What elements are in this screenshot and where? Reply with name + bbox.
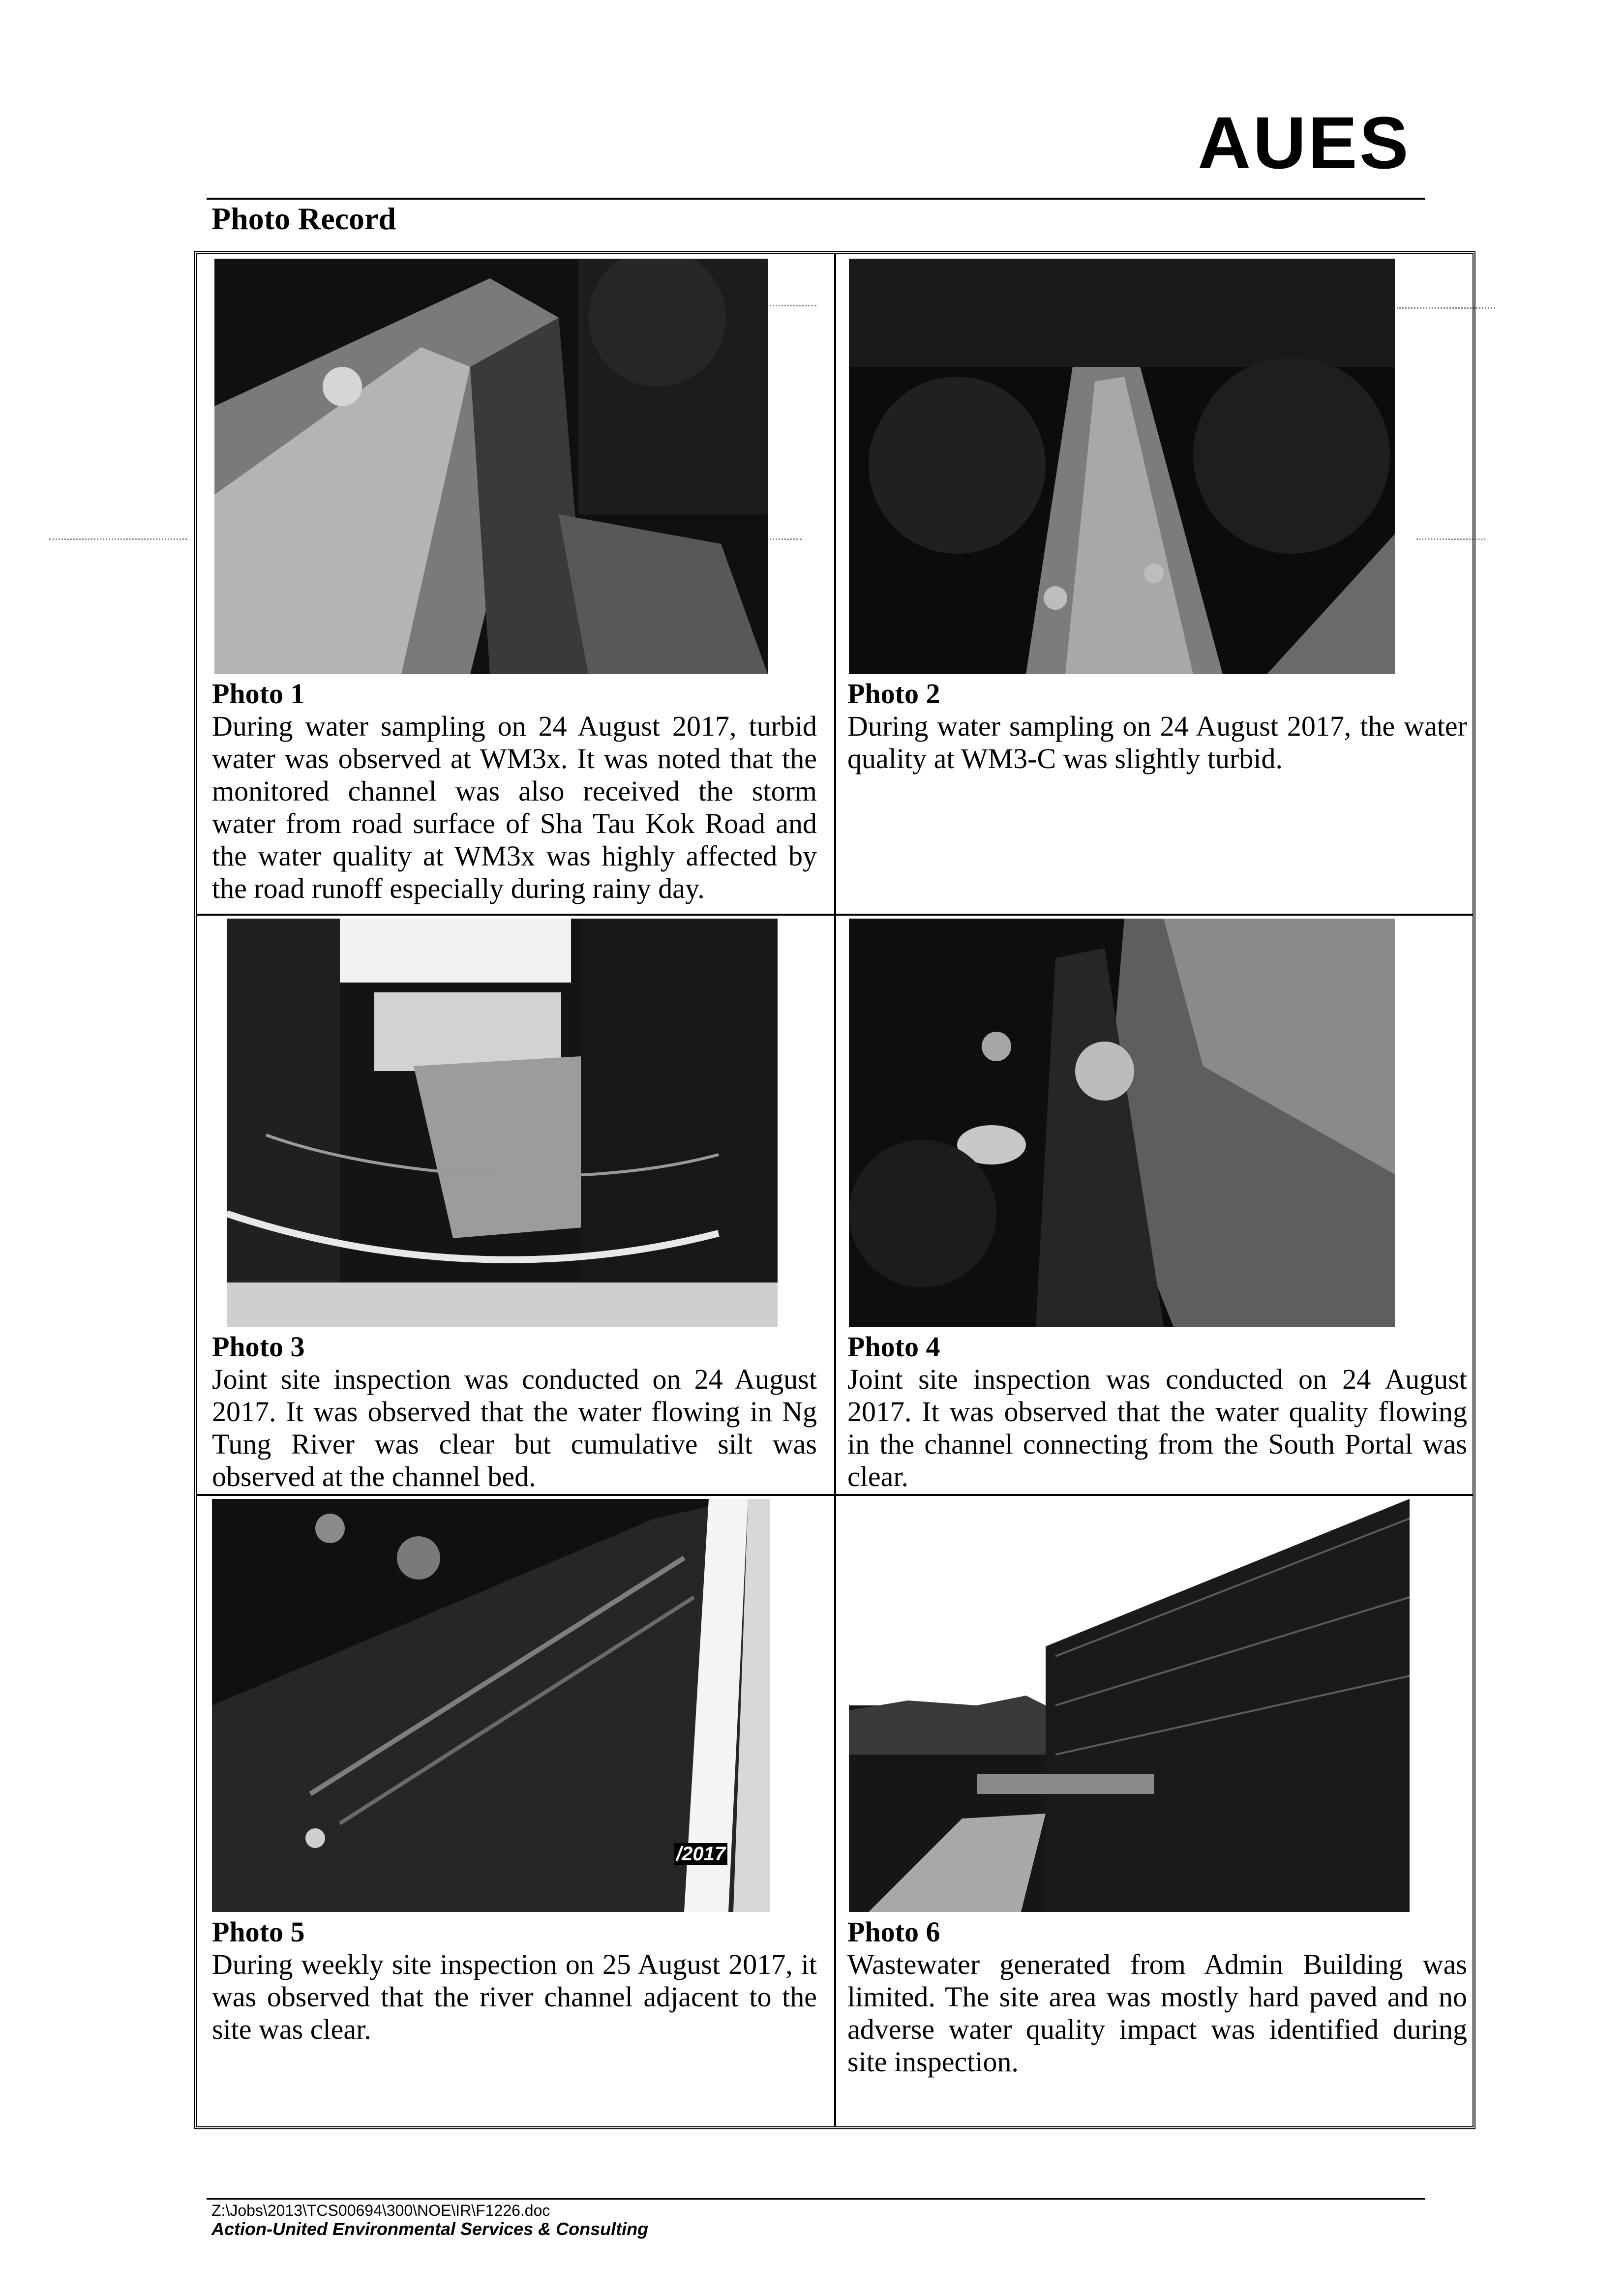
photo-3-caption: [212, 1331, 817, 1493]
photo-2-title: Photo 2: [847, 678, 940, 710]
photo-5-title: Photo 5: [212, 1916, 305, 1948]
photo-4-caption: [847, 1331, 1467, 1493]
photo-3-image: [227, 919, 778, 1327]
scan-mark: [49, 538, 187, 541]
photo-5-image: [212, 1499, 770, 1912]
grid-row-divider: [197, 1494, 1473, 1496]
page-title: Photo Record: [211, 201, 396, 236]
photo-5-date-stamp: /2017: [674, 1843, 727, 1865]
footer-file-path: Z:\Jobs\2013\TCS00694\300\NOE\IR\F1226.doc: [211, 2202, 550, 2219]
photo-grid: [194, 251, 1475, 2129]
photo-6-caption: [847, 1916, 1467, 2078]
photo-2-text: During water sampling on 24 August 2017, the water quality at WM3-C was slightly turbid.: [847, 710, 1467, 775]
photo-5-caption: [212, 1916, 817, 2046]
grid-vertical-divider: [834, 254, 836, 2126]
photo-1-image: [214, 259, 768, 674]
photo-6-text: Wastewater generated from Admin Building was limited. The site area was mostly hard paved and no adverse water quality impact was identified during site inspection.: [847, 1948, 1467, 2078]
photo-5-text: During weekly site inspection on 25 August 2017, it was observed that the river channel adjacent to the site was clear.: [212, 1948, 817, 2045]
footer-divider: [207, 2198, 1425, 2200]
photo-1-caption: [212, 678, 817, 905]
photo-4-text: Joint site inspection was conducted on 24 August 2017. It was observed that the water quality flowing in the channel connecting from the South Portal was clear.: [847, 1363, 1467, 1492]
photo-3-title: Photo 3: [212, 1331, 305, 1363]
footer-company-name: Action-United Environmental Services & Consulting: [211, 2219, 649, 2239]
aues-logo: AUES: [1198, 101, 1411, 184]
photo-2-caption: [847, 678, 1467, 775]
photo-1-text: During water sampling on 24 August 2017, turbid water was observed at WM3x. It was noted that the monitored channel was also received the storm water from road surface of Sha Tau Kok Road and the water quality at WM3x was highly affected by the road runoff especially during rainy day.: [212, 710, 817, 904]
photo-6-image: [849, 1499, 1410, 1912]
photo-2-image: [849, 259, 1395, 674]
photo-6-title: Photo 6: [847, 1916, 940, 1948]
photo-3-text: Joint site inspection was conducted on 24 August 2017. It was observed that the water flowing in Ng Tung River was clear but cumulative silt was observed at the channel bed.: [212, 1363, 817, 1492]
photo-4-image: [849, 919, 1395, 1327]
grid-row-divider: [197, 914, 1473, 916]
photo-1-title: Photo 1: [212, 678, 305, 710]
photo-4-title: Photo 4: [847, 1331, 940, 1363]
